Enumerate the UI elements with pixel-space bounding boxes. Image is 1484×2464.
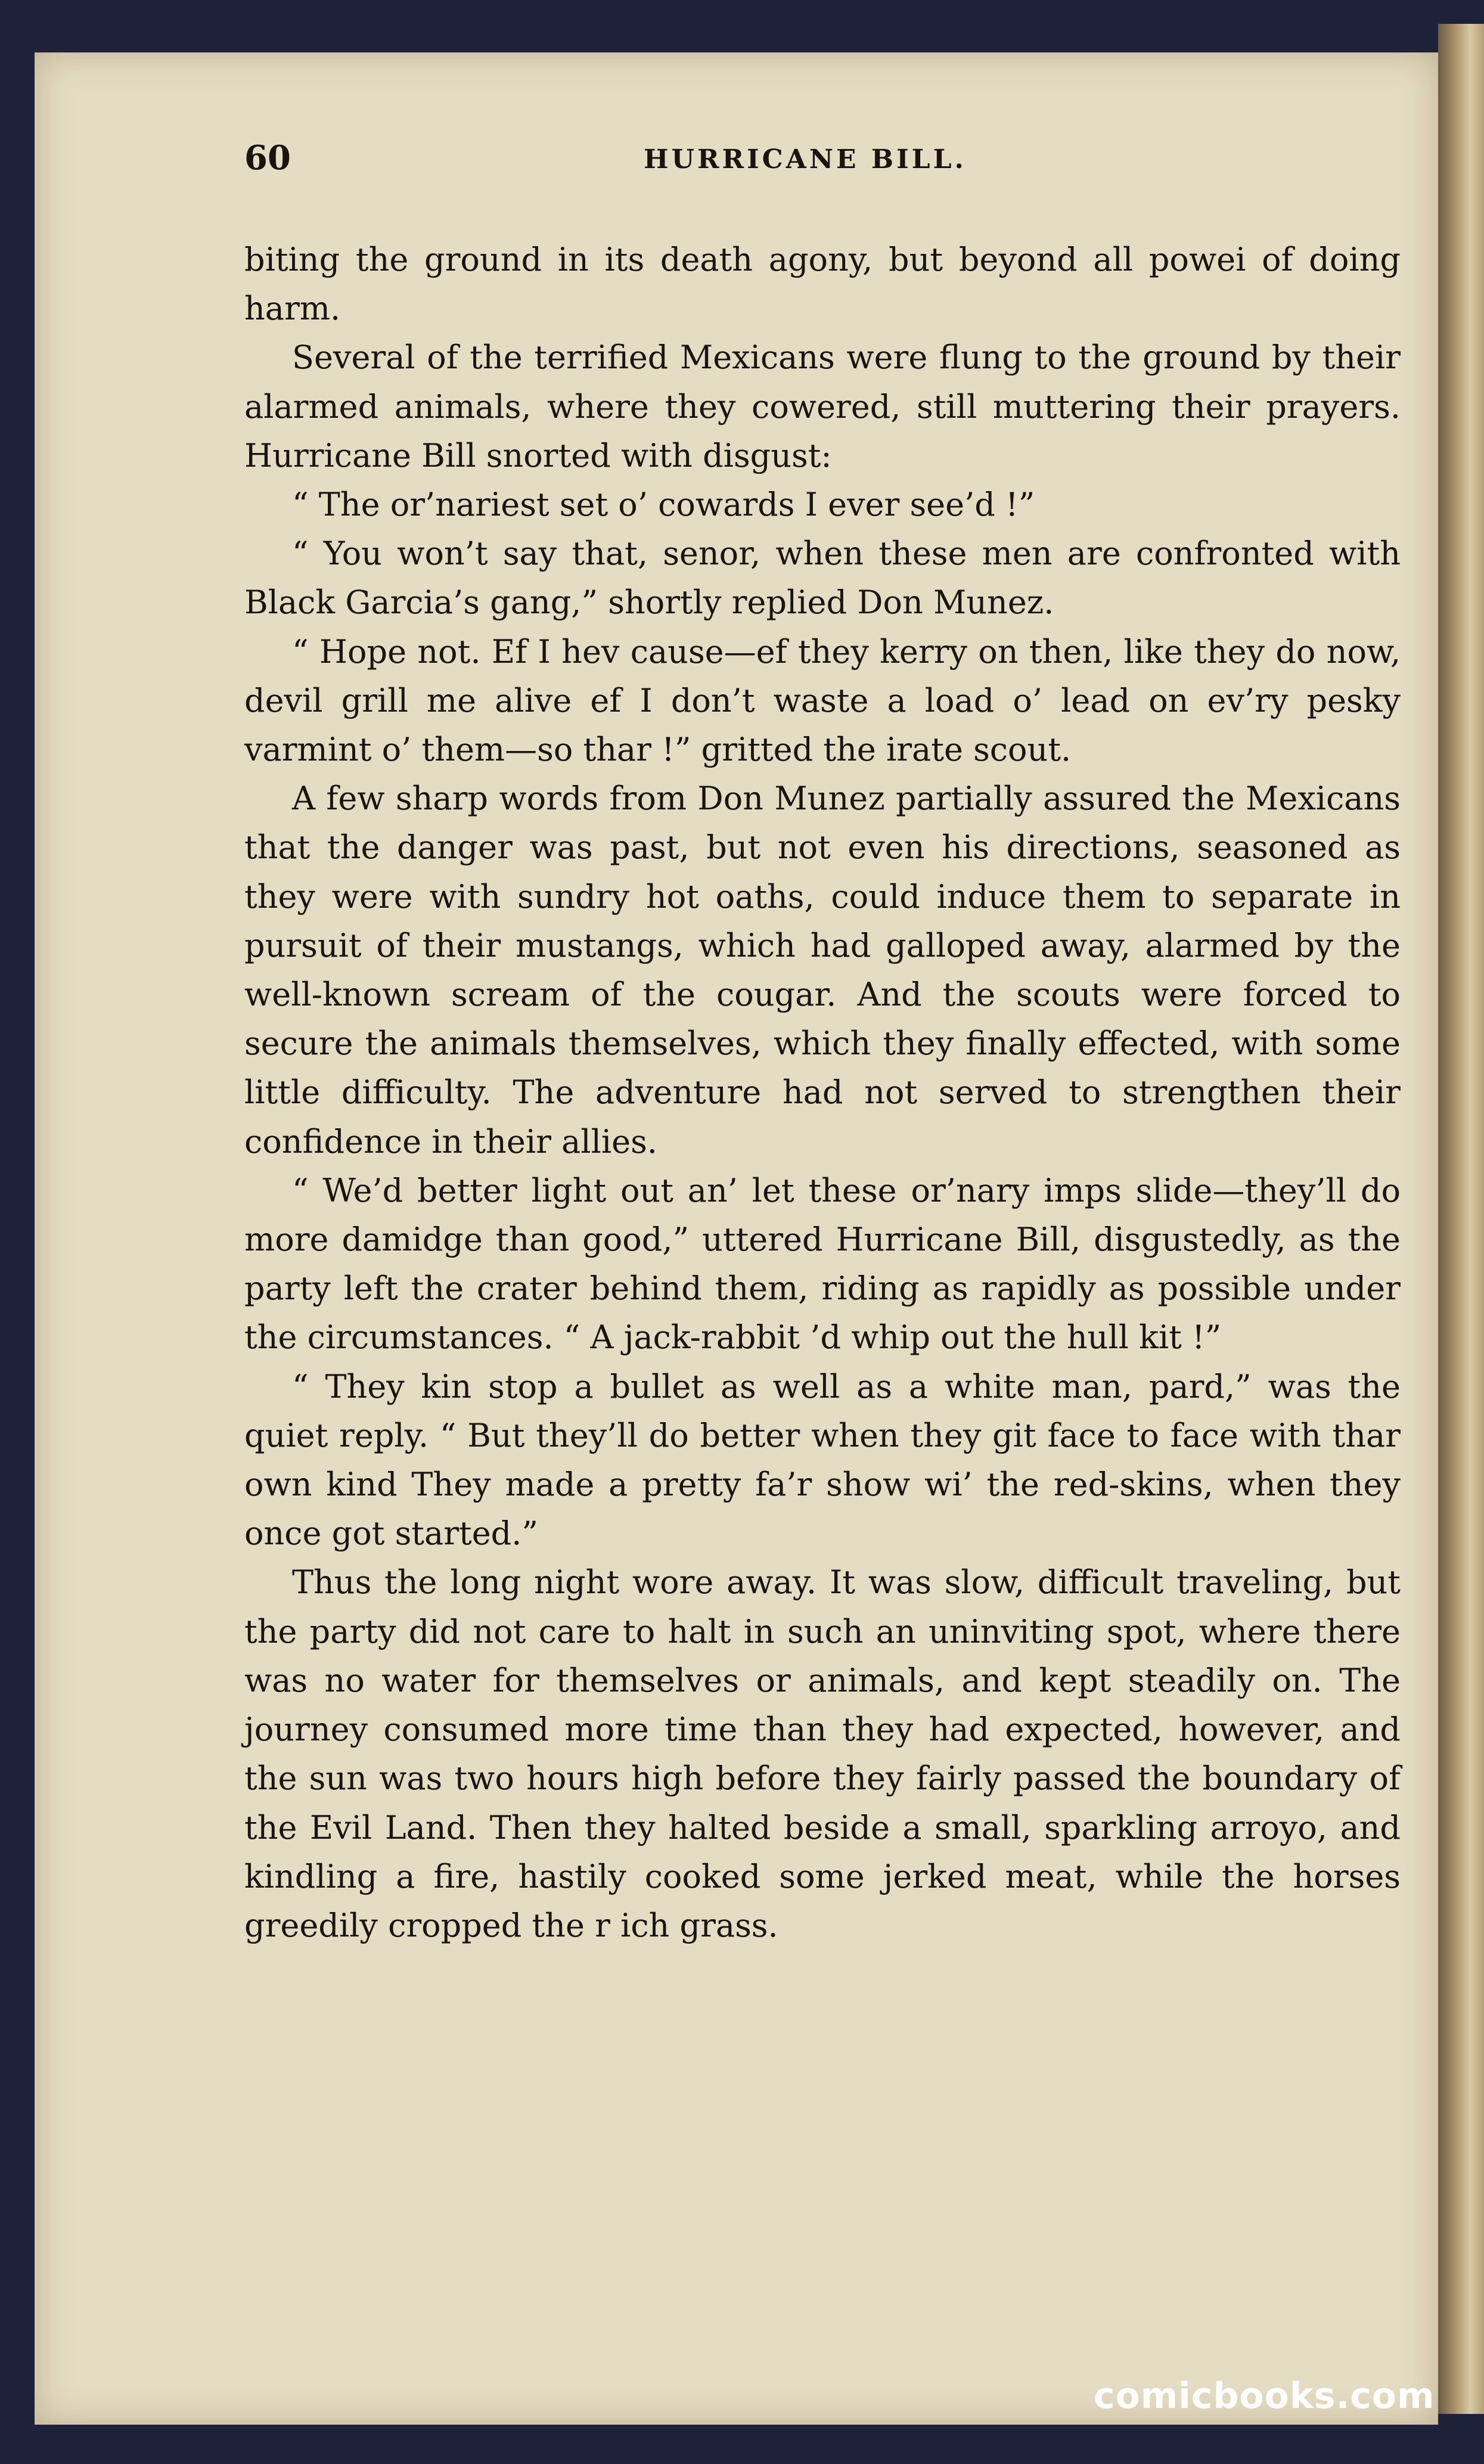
paragraph: biting the ground in its death agony, but beyond all powei of doing harm. xyxy=(244,241,1401,328)
watermark: comicbooks.com xyxy=(1094,2375,1435,2417)
body-text xyxy=(244,235,1401,1950)
paragraph: “ We’d better light out an’ let these or’nary imps slide—they’ll do more damidge than good,” uttered Hurricane Bill, disgustedly, as the party left the crater behind them, riding as rapidly as possible under the circumstances. “ A jack-rabbit ’d whip out the hull kit !” xyxy=(244,1171,1401,1357)
paragraph: “ The or’nariest set o’ cowards I ever see’d !” xyxy=(292,486,1035,524)
page-number: 60 xyxy=(244,138,291,178)
paragraph: “ Hope not. Ef I hev cause—ef they kerry on then, like they do now, devil grill me alive ef I don’t waste a load o’ lead on ev’ry pesky varmint o’ them—so thar !” gritted the irate scout. xyxy=(244,632,1401,769)
paragraph: Thus the long night wore away. It was slow, difficult traveling, but the party did not care to halt in such an uninviting spot, where there was no water for themselves or animals, and kept steadily on. The journey consumed more time than they had expected, however, and the sun was two hours high before they fairly passed the boundary of the Evil Land. Then they halted beside a small, sparkling arroyo, and kindling a fire, hastily cooked some jerked meat, while the horses greedily cropped the r ich grass. xyxy=(244,1563,1401,1944)
running-head: HURRICANE BILL. xyxy=(644,144,967,175)
paragraph: “ They kin stop a bullet as well as a white man, pard,” was the quiet reply. “ But they’ll do better when they git face to face with thar own kind They made a pretty fa’r show wi’ the red-skins, when they once got started.” xyxy=(244,1367,1401,1553)
paragraph: A few sharp words from Don Munez partially assured the Mexicans that the danger was past, but not even his directions, seasoned as they were with sundry hot oaths, could induce them to separate in pursuit of their mustangs, which had galloped away, alarmed by the well-known scream of the cougar. And the scouts were forced to secure the animals themselves, which they finally effected, with some little difficulty. The adventure had not served to strengthen their confidence in their allies. xyxy=(244,780,1401,1160)
paragraph: Several of the terrified Mexicans were flung to the ground by their alarmed animals, where they cowered, still muttering their prayers. Hurricane Bill snorted with disgust: xyxy=(244,339,1401,474)
paragraph: “ You won’t say that, senor, when these men are confronted with Black Garcia’s gang,” shortly replied Don Munez. xyxy=(244,535,1401,622)
book-spine-edge xyxy=(1438,24,1484,2414)
page-header xyxy=(244,138,1401,192)
